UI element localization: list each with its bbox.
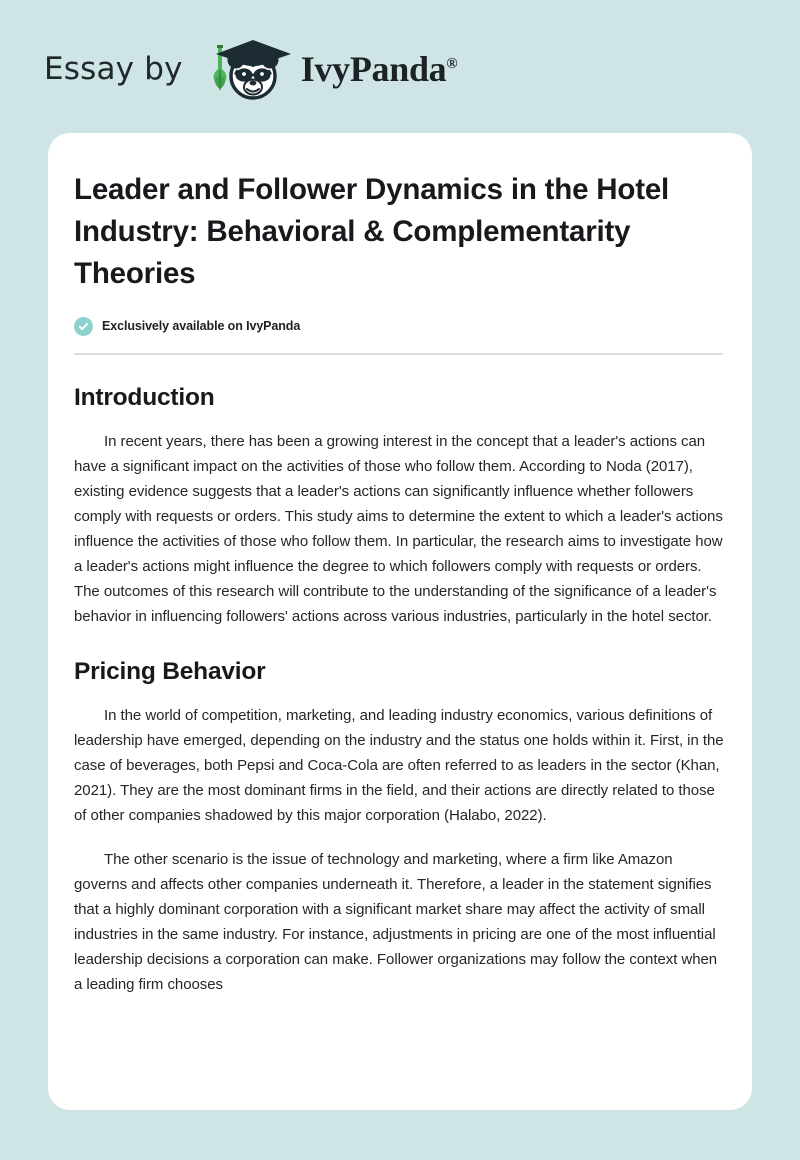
essay-card-content <box>48 133 752 998</box>
essay-card <box>48 133 752 1110</box>
section-heading-introduction: Introduction <box>74 383 215 411</box>
paragraph-pricing-behavior-2: The other scenario is the issue of technology and marketing, where a firm like Amazon governs and affects other companies underneath it. Therefore, a leader in the statement signifies that a highly dominant corporation with a significant market share may affect the activity of small industries in the same industry. For instance, adjustments in pricing are one of the most influential leadership decisions a corporation can make. Follower organizations may follow the context when a leading firm chooses <box>74 851 718 994</box>
header-divider <box>74 353 723 355</box>
brand-header <box>44 34 457 104</box>
exclusive-availability-badge <box>74 317 726 336</box>
registered-trademark-mark: ® <box>446 56 458 72</box>
paragraph-pricing-behavior-1: In the world of competition, marketing, and leading industry economics, various definitions of leadership have emerged, depending on the industry and the status one holds within it. First, in the case of beverages, both Pepsi and Coca-Cola are often referred to as leaders in the sector (Khan, 2021). They are the most dominant firms in the field, and their actions are directly related to those of other companies shadowed by this major corporation (Halabo, 2022). <box>74 707 724 825</box>
panda-graduate-logo-icon <box>201 34 297 104</box>
check-circle-icon <box>74 317 93 336</box>
exclusive-availability-label: Exclusively available on IvyPanda <box>102 319 301 334</box>
paragraph-introduction-1: In recent years, there has been a growing interest in the concept that a leader's actions can have a significant impact on the activities of those who follow them. According to Noda (2017), existing evidence suggests that a leader's actions can significantly influence whether followers comply with requests or orders. This study aims to determine the extent to which a leader's actions influence the activities of those who follow them. In particular, the research aims to investigate how a leader's actions might influence the degree to which followers comply with requests or orders. The outcomes of this research will contribute to the understanding of the significance of a leader's behavior in influencing followers' actions across various industries, particularly in the hotel sector. <box>74 432 723 625</box>
brand-wordmark-text: IvyPanda <box>300 49 447 89</box>
brand-wordmark <box>297 51 458 87</box>
page-title: Leader and Follower Dynamics in the Hotel Industry: Behavioral & Complementarity Theories <box>74 173 670 290</box>
brand-prefix-label: Essay by <box>44 50 183 87</box>
section-heading-pricing-behavior: Pricing Behavior <box>74 658 266 685</box>
